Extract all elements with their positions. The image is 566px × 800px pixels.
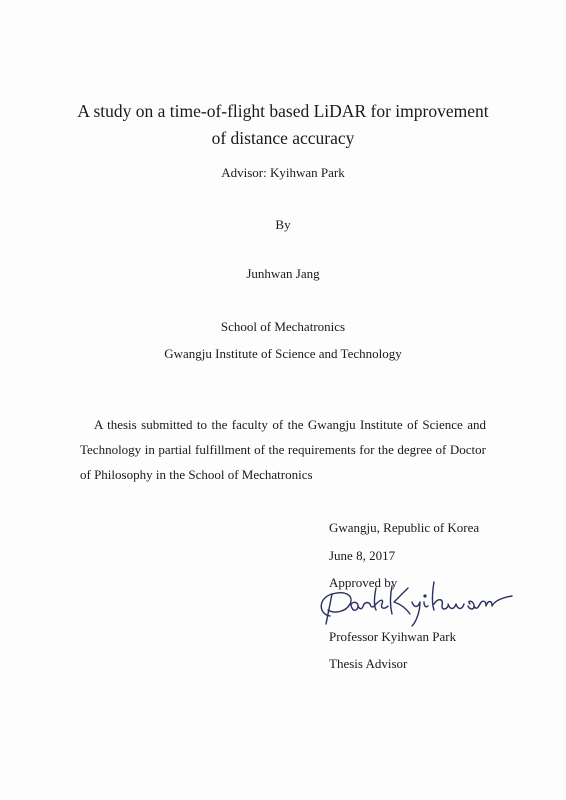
by-label: By <box>275 217 291 232</box>
degree-statement <box>80 412 486 487</box>
institute-name: Gwangju Institute of Science and Technology <box>164 346 402 361</box>
signer-name: Professor Kyihwan Park <box>329 629 457 644</box>
degree-statement-line-1: A thesis submitted to the faculty of the Gwangju Institute of Science and <box>94 417 486 432</box>
thesis-title-line-2: of distance accuracy <box>211 128 355 148</box>
author-name: Junhwan Jang <box>246 266 320 281</box>
approval-date: June 8, 2017 <box>329 548 396 563</box>
thesis-title-line-1: A study on a time-of-flight based LiDAR for improvement <box>77 101 489 121</box>
signer-role: Thesis Advisor <box>329 656 408 671</box>
handwritten-signature <box>316 574 526 630</box>
approved-by-label: Approved by <box>329 575 398 590</box>
thesis-title <box>0 98 566 152</box>
degree-statement-line-2: Technology in partial fulfillment of the requirements for the degree of Doctor <box>80 442 486 457</box>
degree-statement-line-3: of Philosophy in the School of Mechatronics <box>80 467 313 482</box>
approval-location: Gwangju, Republic of Korea <box>329 520 480 535</box>
advisor-line: Advisor: Kyihwan Park <box>221 165 345 180</box>
school-name: School of Mechatronics <box>220 319 346 334</box>
